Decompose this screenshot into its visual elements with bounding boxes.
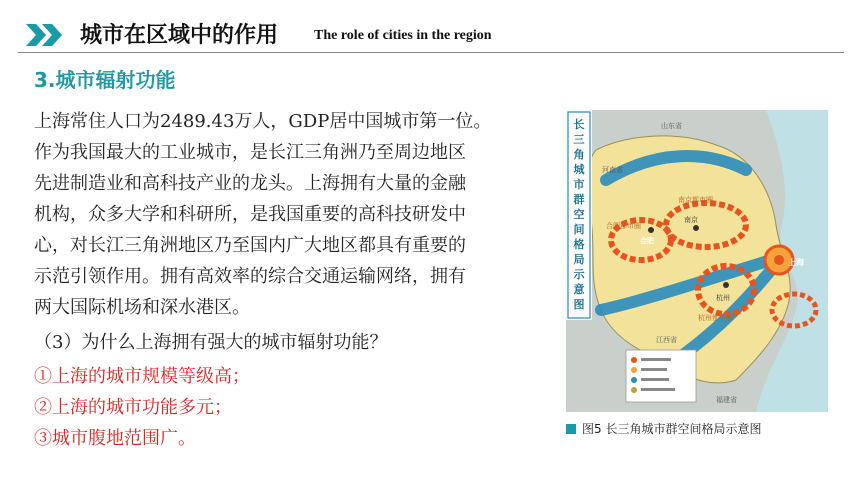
map-title-char: 空: [573, 208, 585, 221]
answer-1: ①上海的城市规模等级高；: [34, 366, 250, 387]
page-subtitle: The role of cities in the region: [314, 28, 492, 43]
map-title-char: 格: [573, 238, 585, 251]
body-paragraph: [34, 106, 554, 323]
label-fujian: 福建省: [716, 396, 737, 404]
label-shanghai: 上海: [788, 258, 804, 267]
paragraph-line: 两大国际机场和深水港区。: [34, 297, 250, 318]
yangtze-delta-map: [566, 110, 828, 412]
label-jiangxi: 江西省: [656, 336, 677, 344]
label-hefei-circle: 合肥都市圈: [606, 222, 641, 230]
label-henan: 河南省: [602, 166, 623, 174]
paragraph-line: 作为我国最大的工业城市，是长江三角洲乃至周边地区: [34, 142, 466, 163]
caption-text: 图5 长三角城市群空间格局示意图: [582, 422, 762, 436]
answer-2: ②上海的城市功能多元；: [34, 397, 232, 418]
header-divider: [18, 52, 844, 53]
label-nanjing: 南京: [684, 216, 698, 224]
paragraph-line: 心，对长江三角洲地区乃至国内广大地区都具有重要的: [34, 235, 466, 256]
map-title-char: 城: [573, 163, 585, 176]
label-nanjing-circle: 南京都市圈: [678, 196, 713, 204]
slide-header: [0, 0, 860, 58]
paragraph-line: 机构，众多大学和科研所，是我国重要的高科技研发中: [34, 204, 466, 225]
label-hangzhou-circle: 杭州都市圈: [698, 314, 733, 322]
map-title-char: 间: [573, 223, 585, 236]
caption-marker-icon: [566, 424, 576, 434]
map-legend: [626, 350, 696, 402]
map-title-char: 示: [573, 268, 585, 281]
map-caption: [566, 420, 761, 437]
page-title: 城市在区域中的作用: [80, 23, 279, 48]
map-title-char: 三: [573, 133, 585, 146]
paragraph-line: 上海常住人口为2489.43万人，GDP居中国城市第一位。: [34, 111, 492, 132]
map-title-char: 局: [573, 253, 585, 266]
map-graphic: [566, 110, 828, 412]
map-title-char: 群: [573, 193, 585, 206]
question-text: （3）为什么上海拥有强大的城市辐射功能？: [34, 332, 388, 353]
double-chevron-icon: [26, 24, 70, 46]
map-title-char: 长: [573, 118, 585, 131]
map-title-char: 意: [573, 283, 585, 296]
paragraph-line: 示范引领作用。拥有高效率的综合交通运输网络，拥有: [34, 266, 466, 287]
answer-3: ③城市腹地范围广。: [34, 428, 196, 449]
map-title-char: 市: [573, 178, 585, 191]
paragraph-line: 先进制造业和高科技产业的龙头。上海拥有大量的金融: [34, 173, 466, 194]
label-hangzhou: 杭州: [716, 294, 730, 302]
map-title-char: 角: [573, 148, 585, 161]
section-title: 3.城市辐射功能: [34, 68, 176, 92]
label-shandong: 山东省: [661, 122, 682, 130]
map-title-char: 图: [573, 298, 585, 311]
label-hefei: 合肥: [640, 237, 654, 245]
